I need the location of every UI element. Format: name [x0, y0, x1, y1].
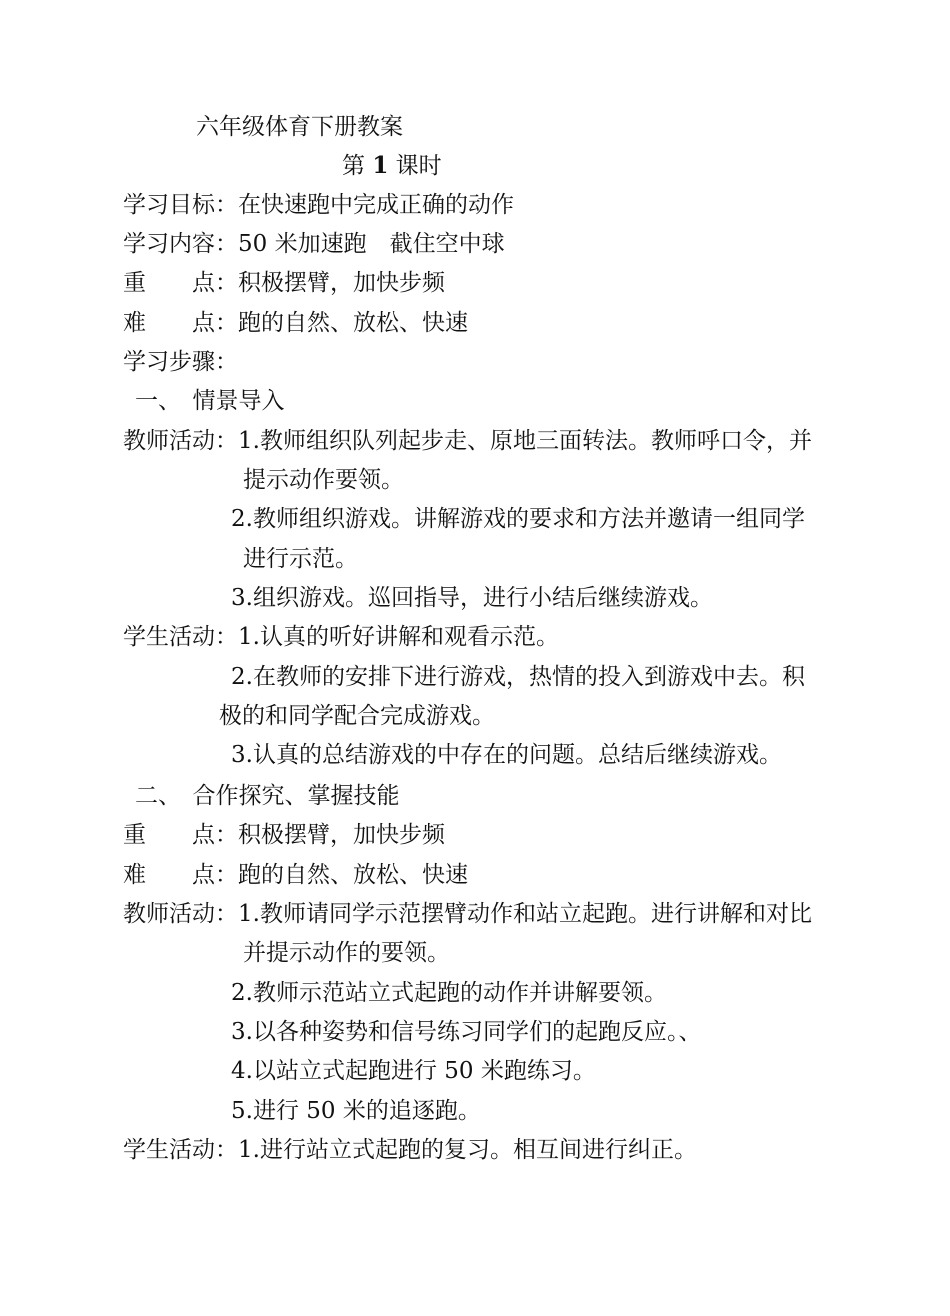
teacher-activity-b1: 教师活动：1.教师请同学示范摆臂动作和站立起跑。进行讲解和对比	[123, 901, 812, 927]
key-point-2: 重 点：积极摆臂，加快步频	[123, 822, 445, 848]
lesson-suffix: 课时	[395, 153, 442, 179]
learning-goal: 学习目标：在快速跑中完成正确的动作	[123, 192, 514, 218]
student-activity-3: 3.认真的总结游戏的中存在的问题。总结后继续游戏。	[231, 742, 782, 768]
teacher-activity-b4: 4.以站立式起跑进行 50 米跑练习。	[231, 1058, 596, 1084]
student-activity-2: 2.在教师的安排下进行游戏，热情的投入到游戏中去。积	[231, 664, 805, 690]
document-title: 六年级体育下册教案	[196, 114, 403, 140]
student-activity-1: 学生活动：1.认真的听好讲解和观看示范。	[123, 624, 559, 650]
learning-steps-heading: 学习步骤：	[123, 349, 238, 375]
teacher-activity-1: 教师活动：1.教师组织队列起步走、原地三面转法。教师呼口令，并	[123, 428, 812, 454]
section-one-heading: 一、 情景导入	[135, 388, 285, 414]
teacher-activity-1-cont: 提示动作要领。	[243, 467, 404, 493]
teacher-activity-2: 2.教师组织游戏。讲解游戏的要求和方法并邀请一组同学	[231, 506, 805, 532]
lesson-number	[342, 151, 442, 181]
teacher-activity-b2: 2.教师示范站立式起跑的动作并讲解要领。	[231, 980, 667, 1006]
learning-content: 学习内容：50 米加速跑 截住空中球	[123, 231, 505, 257]
teacher-activity-b1-cont: 并提示动作的要领。	[243, 940, 450, 966]
student-activity-b1: 学生活动：1.进行站立式起跑的复习。相互间进行纠正。	[123, 1137, 697, 1163]
teacher-activity-b5: 5.进行 50 米的追逐跑。	[231, 1098, 481, 1124]
teacher-activity-3: 3.组织游戏。巡回指导，进行小结后继续游戏。	[231, 585, 713, 611]
student-activity-2-cont: 极的和同学配合完成游戏。	[219, 703, 495, 729]
lesson-prefix: 第	[342, 153, 365, 179]
key-point: 重 点：积极摆臂，加快步频	[123, 270, 445, 296]
lesson-number-value: 1	[372, 152, 389, 179]
difficult-point-2: 难 点：跑的自然、放松、快速	[123, 862, 468, 888]
difficult-point: 难 点：跑的自然、放松、快速	[123, 310, 468, 336]
teacher-activity-b3: 3.以各种姿势和信号练习同学们的起跑反应。、	[231, 1019, 702, 1045]
teacher-activity-2-cont: 进行示范。	[243, 546, 358, 572]
section-two-heading: 二、 合作探究、掌握技能	[135, 783, 400, 809]
